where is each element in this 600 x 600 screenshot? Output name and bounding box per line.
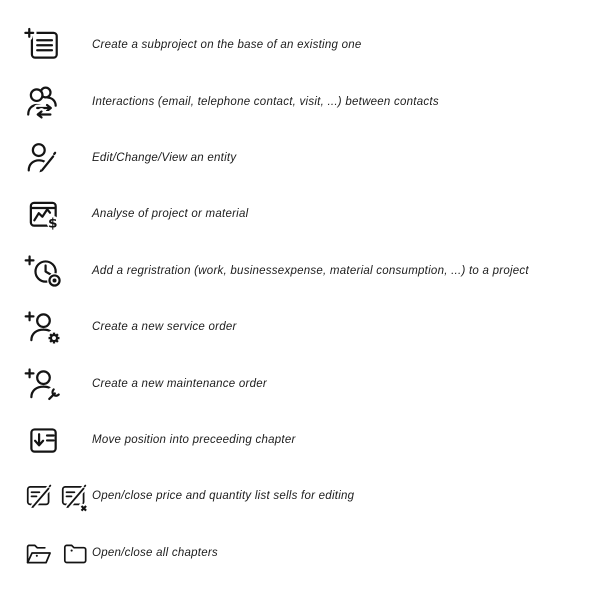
close-price-list-edit-icon [59,479,89,513]
legend-row-edit-entity [0,130,600,186]
open-price-list-edit-icon [24,479,54,513]
legend-row-all-chapters [0,525,600,581]
icon-cell [24,364,90,404]
legend-row-new-service-order [0,299,600,355]
open-folder-icon [24,538,55,568]
legend-row-subproject [0,17,600,73]
closed-folder-icon [60,538,91,568]
legend-row-move-position [0,412,600,468]
icon-cell [24,251,90,291]
legend-label: Open/close price and quantity list sells for editing [92,490,355,503]
icon-cell [24,195,90,233]
icon-cell [24,139,90,177]
legend-label: Analyse of project or material [92,208,249,221]
legend-label: Create a subproject on the base of an existing one [92,39,362,52]
legend-row-add-registration [0,243,600,299]
legend-row-new-maintenance-order [0,355,600,411]
icon-cell [24,479,90,513]
icon-cell [24,83,90,121]
icon-cell [24,307,90,347]
svg-text:$: $ [48,215,58,232]
analyse-chart-dollar-icon [24,195,62,233]
legend-label: Edit/Change/View an entity [92,151,237,164]
legend-row-analyse [0,186,600,242]
legend-label: Create a new service order [92,321,237,334]
legend-label: Interactions (email, telephone contact, visit, ...) between contacts [92,95,439,108]
legend-label: Add a regristration (work, businessexpense, material consumption, ...) to a project [92,264,529,277]
icon-cell [24,538,90,568]
icon-cell [24,421,90,459]
add-registration-clock-icon [24,251,64,291]
move-position-down-icon [24,421,62,459]
legend-row-interactions [0,73,600,129]
contacts-interaction-swap-icon [24,83,62,121]
new-service-order-person-gear-icon [24,307,64,347]
edit-person-icon [24,139,62,177]
legend-row-price-list-editing [0,468,600,524]
subproject-list-plus-icon [24,26,62,64]
legend-label: Open/close all chapters [92,546,218,559]
legend-label: Move position into preceeding chapter [92,433,296,446]
new-maintenance-order-person-wrench-icon [24,364,64,404]
legend-label: Create a new maintenance order [92,377,267,390]
icon-cell [24,26,90,64]
